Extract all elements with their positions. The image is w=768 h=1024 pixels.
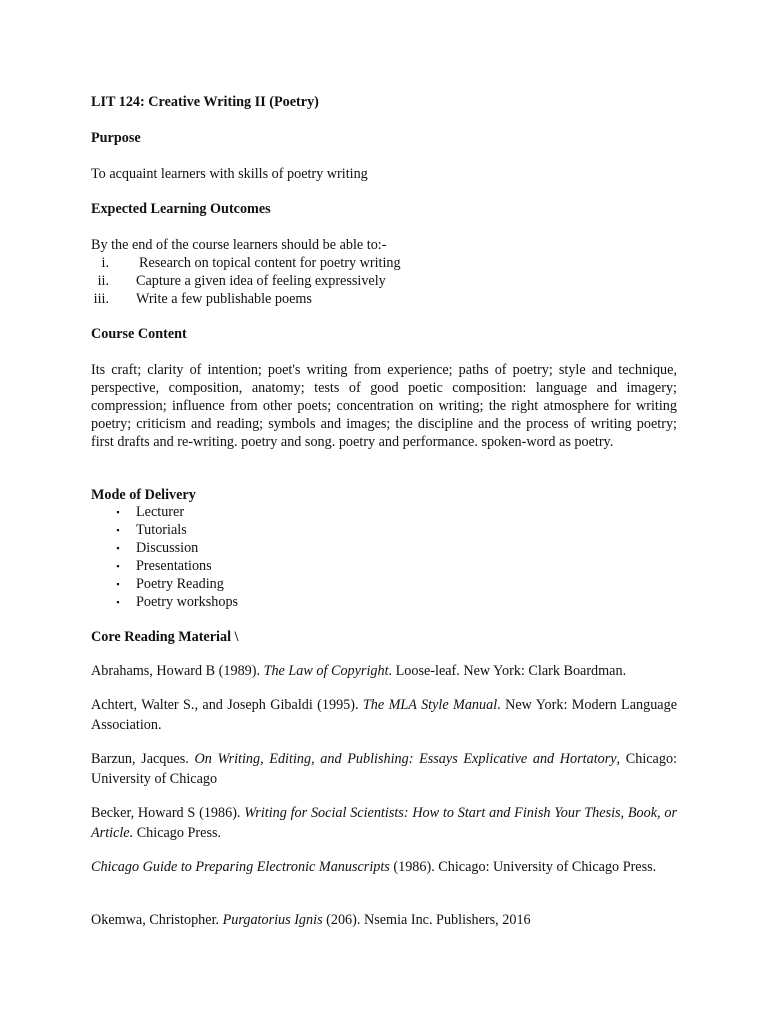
reference-publisher: , Chicago: University of Chicago [91, 751, 677, 787]
reference-title: Purgatorius Ignis [222, 912, 323, 928]
reference-publisher: . Loose-leaf. New York: Clark Boardman. [388, 663, 627, 679]
content-paragraph: Its craft; clarity of intention; poet's writing from experience; paths of poetry; style and technique, perspective, composition, anatomy; tests of good poetic composition: language and imagery; compression; influence from other poets; concentration on writing; the right atmosphere for writing poetry; criticism and reading; symbols and images; the discipline and the process of writing poetry; first drafts and re-writing. poetry and song. poetry and performance. spoken-word as poetry. [91, 362, 677, 450]
reference-publisher: . New York: Modern Language Association. [91, 697, 677, 733]
reference-publisher: (206). Nsemia Inc. Publishers, 2016 [322, 912, 531, 928]
bullet-icon: ▪ [116, 561, 120, 571]
reference-author: Okemwa, Christopher. [91, 912, 223, 928]
list-text: Lecturer [136, 504, 185, 520]
outcomes-heading: Expected Learning Outcomes [91, 201, 271, 217]
list-text: Capture a given idea of feeling expressively [136, 273, 386, 289]
reference-title: Chicago Guide to Preparing Electronic Manuscripts [91, 859, 390, 875]
list-text: Poetry Reading [136, 576, 224, 592]
list-text: Discussion [136, 540, 199, 556]
purpose-text: To acquaint learners with skills of poetry writing [91, 166, 368, 182]
list-text: Tutorials [136, 522, 187, 538]
reading-heading: Core Reading Material \ [91, 629, 239, 645]
reference-author: Abrahams, Howard B (1989). [91, 663, 264, 679]
bullet-icon: ▪ [116, 507, 120, 517]
delivery-heading: Mode of Delivery [91, 487, 196, 503]
bullet-icon: ▪ [116, 525, 120, 535]
reference-author: Becker, Howard S (1986). [91, 805, 245, 821]
reference-title: The Law of Copyright [263, 663, 389, 679]
reference-item [91, 749, 677, 789]
reference-title: On Writing, Editing, and Publishing: Essays Explicative and Hortatory [194, 751, 617, 767]
reference-item [91, 910, 677, 930]
purpose-heading: Purpose [91, 130, 141, 146]
reference-publisher: (1986). Chicago: University of Chicago Press. [389, 859, 657, 875]
list-text: Research on topical content for poetry writing [139, 255, 401, 271]
list-number: ii. [97, 273, 109, 289]
list-text: Presentations [136, 558, 212, 574]
reference-author: Barzun, Jacques. [91, 751, 195, 767]
list-number: iii. [93, 291, 109, 307]
list-text: Poetry workshops [136, 594, 239, 610]
bullet-icon: ▪ [116, 597, 120, 607]
reference-item [91, 803, 677, 843]
reference-item [91, 661, 677, 681]
reference-item [91, 857, 677, 877]
reference-title: The MLA Style Manual [362, 697, 498, 713]
outcomes-intro: By the end of the course learners should be able to:- [91, 237, 387, 253]
course-title: LIT 124: Creative Writing II (Poetry) [91, 94, 319, 110]
list-text: Write a few publishable poems [136, 291, 312, 307]
reference-author: Achtert, Walter S., and Joseph Gibaldi (1995). [91, 697, 363, 713]
bullet-icon: ▪ [116, 579, 120, 589]
reference-publisher: Chicago Press. [133, 825, 222, 841]
list-number: i. [101, 255, 109, 271]
reference-title: Writing for Social Scientists: How to Start and Finish Your Thesis, Book, or Article. [91, 805, 677, 841]
reference-item [91, 695, 677, 735]
content-heading: Course Content [91, 326, 187, 342]
bullet-icon: ▪ [116, 543, 120, 553]
